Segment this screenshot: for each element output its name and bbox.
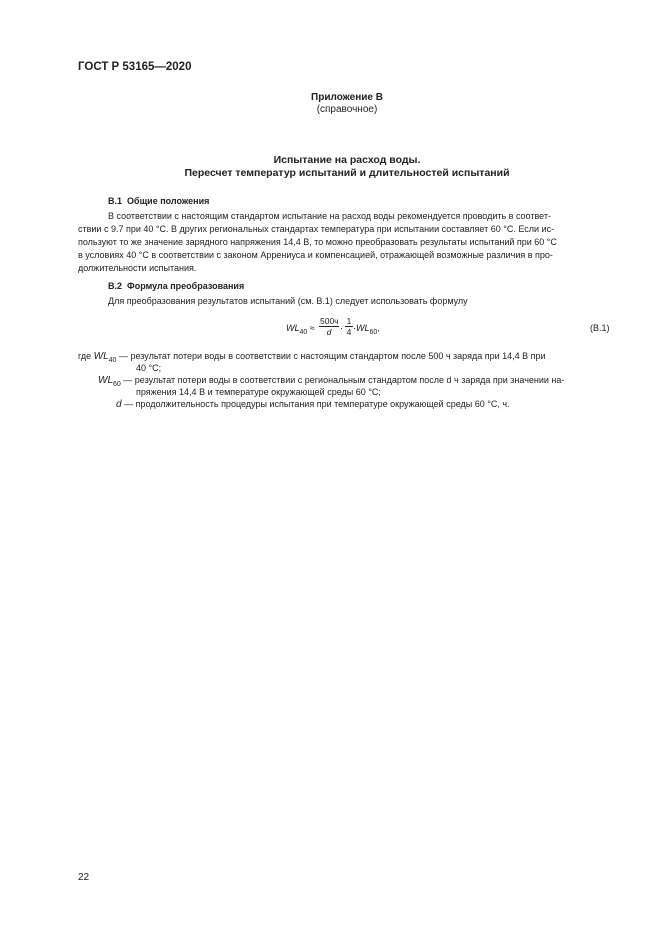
formula-dot-1: ·	[340, 323, 343, 333]
annex-label: Приложение В	[311, 92, 383, 103]
annex-title-line-1: Испытание на расход воды.	[273, 154, 421, 166]
section-2-heading	[108, 281, 244, 291]
formula-fraction-1: 500ч d	[320, 316, 339, 337]
section-1-line-2: ствии с 9.7 при 40 °С. В других региональных стандартах температура при испытании составляет 60 °С. Если ис-	[78, 224, 555, 234]
formula-number: (В.1)	[590, 323, 610, 333]
section-1-line-5: должительности испытания.	[78, 263, 197, 273]
section-2-intro: Для преобразования результатов испытаний (см. В.1) следует использовать формулу	[108, 296, 468, 306]
formula-rhs: $WL_{60}$,	[356, 323, 380, 336]
annex-title-line-2: Пересчет температур испытаний и длительностей испытаний	[184, 167, 510, 179]
standard-id: ГОСТ Р 53165—2020	[78, 61, 192, 73]
section-1-line-4: в условиях 40 °С в соответствии с законом Аррениуса и компенсацией, отражающей возможные различия в про-	[78, 250, 553, 260]
formula-b1	[286, 316, 396, 342]
where-item-d: d — продолжительность процедуры испытания при температуре окружающей среды 60 °С, ч.	[116, 399, 510, 410]
formula-dot-2: ·	[353, 323, 356, 333]
section-1-number: В.1	[108, 196, 123, 206]
where-item-wl40: где $WL_{40}$ — результат потери воды в соответствии с настоящим стандартом после 500 ч заряда при 14,4 В при	[78, 351, 546, 364]
formula-fraction-2: $\frac{1}{4}$	[346, 316, 352, 337]
formula-lhs: $WL_{40}$ ≈	[286, 323, 315, 336]
where-item-wl60: $WL_{60}$ — результат потери воды в соответствии с региональным стандартом после d ч заряда при значении на-	[98, 375, 565, 388]
annex-status: (справочное)	[316, 104, 378, 115]
where-item-wl60-cont: пряжения 14,4 В и температуре окружающей среды 60 °С;	[136, 387, 381, 397]
section-2-title: Формула преобразования	[127, 281, 245, 291]
section-1-line-3: пользуют то же значение зарядного напряжения 14,4 В, то можно преобразовать результаты испытаний при 60 °С	[78, 237, 557, 247]
section-1-title: Общие положения	[127, 196, 210, 206]
section-2-number: В.2	[108, 281, 123, 291]
section-1-line-1: В соответствии с настоящим стандартом испытание на расход воды рекомендуется проводить в соответ-	[108, 211, 551, 221]
where-item-wl40-cont: 40 °С;	[136, 363, 162, 373]
section-1-heading	[108, 196, 209, 206]
page-number: 22	[78, 872, 90, 883]
